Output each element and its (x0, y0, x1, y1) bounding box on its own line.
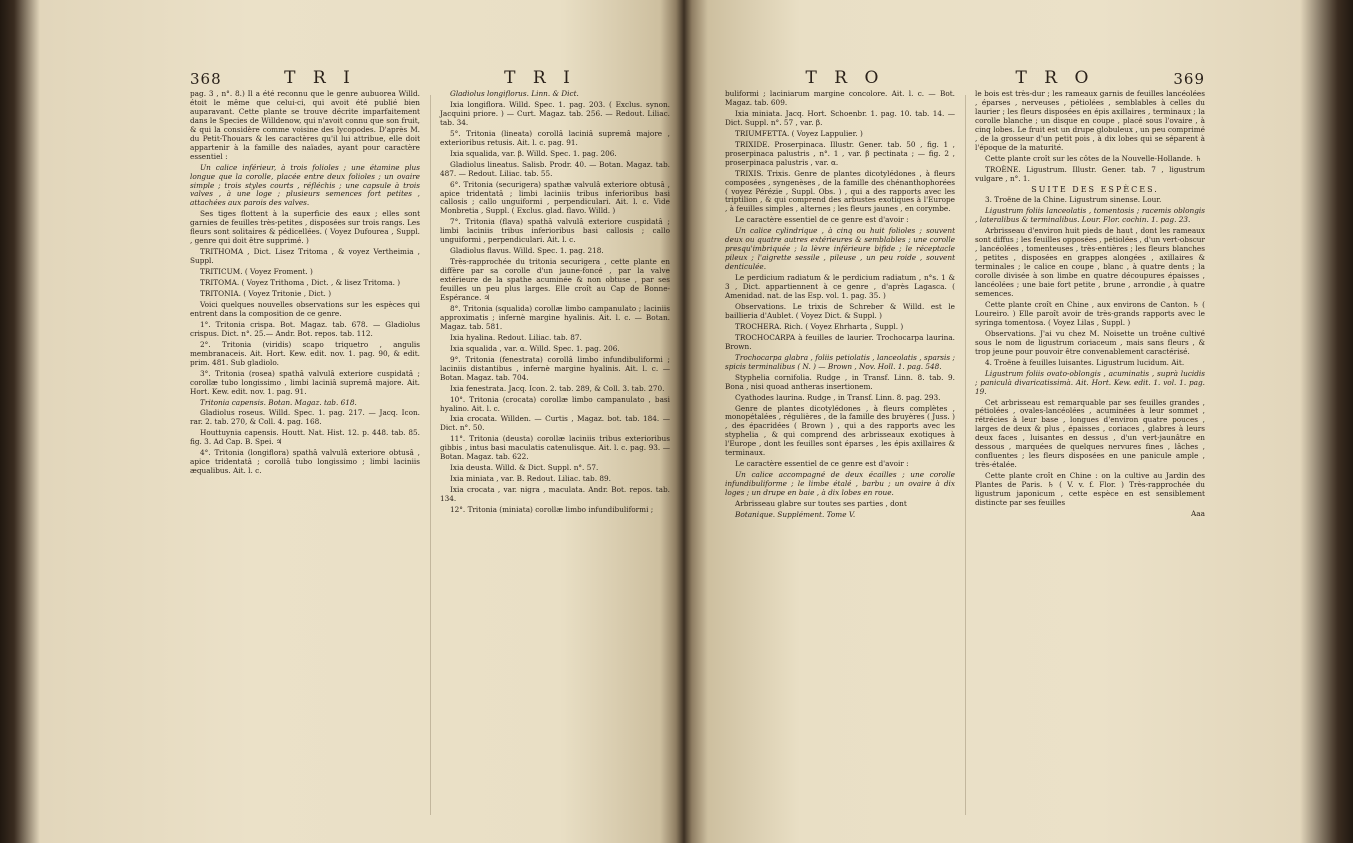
species: 1°. Tritonia crispa. Bot. Magaz. tab. 678. — Gladiolus crispus. Dict. n°. 25.— Andr. Bot. repos. tab. 112. (190, 319, 420, 338)
entry: TROCHOCARPA à feuilles de laurier. Trochocarpa laurina. Brown. (725, 332, 955, 351)
synonym: Ixia miniata. Jacq. Hort. Schoenbr. 1. pag. 10. tab. 14. — Dict. Suppl. n°. 57 , var. β. (725, 108, 955, 127)
species: Ligustrum foliis lanceolatis , tomentosis ; racemis oblongis , lateralibus & terminalibus. Lour. Flor. cochin. 1. pag. 23. (975, 206, 1205, 225)
running-head: T R O (1015, 68, 1095, 88)
text-column (190, 90, 420, 478)
synonym: Ixia crocata. Willden. — Curtis , Magaz. bot. tab. 184. — Dict. n°. 50. (440, 414, 670, 433)
synonym: Styphelia cornifolia. Rudge , in Transf. Linn. 8. tab. 9. Bona , nisi quoad antheras insertionem. (725, 372, 955, 391)
synonym: Cyathodes laurina. Rudge , in Transf. Linn. 8. pag. 293. (735, 392, 941, 402)
entry: TRITOMA. ( Voyez Trithoma , Dict. , & lisez Tritoma. ) (200, 278, 401, 288)
species: 11°. Tritonia (deusta) corollæ laciniis tribus exterioribus gibbis , intus basi maculatis catenulisque. Ait. l. c. pag. 93. — Botan. Magaz. tab. 622. (440, 434, 670, 462)
paragraph: Le caractère essentiel de ce genre est d'avoir : (735, 215, 909, 225)
column-divider (965, 95, 966, 815)
paragraph: Très-rapprochée du tritonia securigera , cette plante en diffère par sa corolle d'un jaune-foncé , par la valve extérieure de la spathe acuminée & non obtuse , par ses feuilles un peu plus larges. Elle croît au Cap de Bonne-Espérance. ♃ (440, 257, 670, 303)
paragraph: Cet arbrisseau est remarquable par ses feuilles grandes , pétiolées , ovales-lancéolées , acuminées à leur sommet , rétrécies à leur base , longues d'environ quatre pouces , larges de deux & plus , épaisses , coriaces , glabres à leurs deux faces , luisantes en dessus , d'un vert-jaunâtre en dessous , marquées de quelques nervures fines , lâches , confluentes ; les fleurs disposées en une panicule ample , très-étalée. (975, 397, 1205, 470)
paragraph: Arbrisseau d'environ huit pieds de haut , dont les rameaux sont diffus ; les feuilles opposées , pétiolées , d'un vert-obscur , lancéolées , tomenteuses , très-entières ; les fleurs blanches , petites , disposées en grappes alongées , axillaires & terminales ; le calice en coupe , blanc , à quatre dents ; la corolle divisée à son limbe en quatre découpures épaisses , lancéolées ; une baie fort petite , brune , arrondie , à quatre semences. (975, 226, 1205, 299)
entry: TROCHERA. Rich. ( Voyez Ehrharta , Suppl. ) (735, 321, 904, 331)
synonym: Ixia miniata , var. B. Redout. Liliac. tab. 89. (450, 474, 611, 484)
synonym: Gladiolus lineatus. Salisb. Prodr. 40. — Botan. Magaz. tab. 487. — Redout. Liliac. tab. 55. (440, 159, 670, 178)
species: 7°. Tritonia (flava) spathâ valvulâ exteriore cuspidatâ ; limbi laciniis tribus inferioribus basi callosis ; callo unguiformi , perpendiculari. Ait. l. c. (440, 217, 670, 245)
synonym: Ixia fenestrata. Jacq. Icon. 2. tab. 289, & Coll. 3. tab. 270. (450, 383, 665, 393)
paragraph: buliformi ; laciniarum margine concolore. Ait. l. c. — Bot. Magaz. tab. 609. (725, 89, 955, 107)
paragraph: Le caractère essentiel de ce genre est d'avoir : (735, 459, 909, 469)
species: 5°. Tritonia (lineata) corollâ laciniâ supremâ majore , exterioribus retusis. Ait. l. c. pag. 91. (440, 128, 670, 147)
species: 12°. Tritonia (miniata) corollæ limbo infundibuliformi ; (450, 505, 654, 515)
right-page (725, 0, 1205, 843)
synonym: Ixia squalida, var. β. Willd. Spec. 1. pag. 206. (450, 148, 617, 158)
synonym: Ixia crocata , var. nigra , maculata. Andr. Bot. repos. tab. 134. (440, 485, 670, 504)
synonym: Ixia longiflora. Willd. Spec. 1. pag. 203. ( Exclus. synon. Jacquini priore. ) — Curt. Magaz. tab. 256. — Redout. Liliac. tab. 34. (440, 99, 670, 127)
species: 4. Troëne à feuilles luisantes. Ligustrum lucidum. Ait. (985, 357, 1185, 367)
synonym: Gladiolus roseus. Willd. Spec. 1. pag. 217. — Jacq. Icon. rar. 2. tab. 270, & Coll. 4. pag. 168. (190, 408, 420, 427)
paragraph: Cette plante croît en Chine , aux environs de Canton. ♄ ( Loureiro. ) Elle paroît avoir de très-grands rapports avec le syringa tomentosa. ( Voyez Lilas , Suppl. ) (975, 299, 1205, 327)
entry: TRIXIS. Trixis. Genre de plantes dicotylédones , à fleurs composées , syngenèses , de la famille des chénanthophorées ( voyez Pérézie , Suppl. Obs. ) , qui a des rapports avec les triptilion , & qui comprend des arbustes exotiques à l'Europe , à feuilles simples , alternes ; les fleurs jaunes , en corymbe. (725, 168, 955, 214)
entry: TRITICUM. ( Voyez Froment. ) (200, 267, 313, 277)
text-column (440, 90, 670, 517)
species: Ligustrum foliis ovato-oblongis , acuminatis , suprà lucidis ; paniculà divaricatissimà. Ait. Hort. Kew. edit. 1. vol. 1. pag. 19. (975, 368, 1205, 396)
synonym: Ixia hyalina. Redout. Liliac. tab. 87. (450, 332, 582, 342)
signature-mark: Aaa (1191, 508, 1205, 518)
synonym: Ixia deusta. Willd. & Dict. Suppl. n°. 57. (450, 463, 599, 473)
species: 4°. Tritonia (longiflora) spathâ valvulâ exteriore obtusâ , apice tridentatâ ; corollâ tubo longissimo ; limbi laciniis æqualibus. Ait. l. c. (190, 448, 420, 476)
entry: TRIXIDE. Proserpinaca. Illustr. Gener. tab. 50 , fig. 1 , proserpinaca palustris , n°. 1 , var. β pectinata ; — fig. 2 , proserpinaca palustris , var. α. (725, 139, 955, 167)
species: Trochocarpa glabra , foliis petiolatis , lanceolatis , sparsis ; spicis terminalibus ( N. ) — Brown , Nov. Holl. 1. pag. 548. (725, 352, 955, 371)
synonym: Tritonia capensis. Botan. Magaz. tab. 618. (200, 397, 357, 407)
left-page (190, 0, 670, 843)
entry: TRIUMFETTA. ( Voyez Lappulier. ) (735, 128, 863, 138)
entry: TRITONIA. ( Voyez Tritonie , Dict. ) (200, 289, 332, 299)
text-column (975, 90, 1205, 521)
paragraph: Un calice inférieur, à trois folioles ; une étamine plus longue que la corolle, placée entre deux folioles ; un ovaire simple ; trois styles courts , réfléchis ; une capsule à trois valves , à une loge ; plusieurs semences fort petites , attachées aux parois des valves. (190, 162, 420, 208)
synonym: Gladiolus longiflorus. Linn. & Dict. (450, 89, 579, 98)
running-head: T R I (504, 68, 576, 88)
species: 2°. Tritonia (viridis) scapo triquetro , angulis membranaceis. Ait. Hort. Kew. edit. nov. 1. pag. 90, & edit. prim. 481. Sub gladiolo. (190, 339, 420, 367)
species: 3°. Tritonia (rosea) spathâ valvulâ exteriore cuspidatâ ; corollæ tubo longissimo , limbi laciniâ supremâ majore. Ait. Hort. Kew. edit. nov. 1. pag. 91. (190, 368, 420, 396)
paragraph: Un calice cylindrique , à cinq ou huit folioles ; souvent deux ou quatre autres extérieures & semblables ; une corolle presqu'imbriquée ; la lèvre inférieure bifide ; le réceptacle pileux ; l'aigrette sessile , pileuse , un peu roide , souvent denticulée. (725, 226, 955, 272)
paragraph: Ses tiges flottent à la superficie des eaux ; elles sont garnies de feuilles très-petites , disposées sur trois rangs. Les fleurs sont solitaires & pédicellées. ( Voyez Dufourea , Suppl. , genre qui doit être supprimé. ) (190, 209, 420, 246)
synonym: Ixia squalida , var. α. Willd. Spec. 1. pag. 206. (450, 343, 620, 353)
synonym: Gladiolus flavus. Willd. Spec. 1. pag. 218. (450, 246, 604, 256)
running-head: T R O (805, 68, 885, 88)
running-head: T R I (284, 68, 356, 88)
paragraph: Genre de plantes dicotylédones , à fleurs complètes , monopétalées , régulières , de la famille des bruyères ( Juss. ) , des épacridées ( Brown ) , qui a des rapports avec les styphelia , & qui comprend des arbrisseaux exotiques à l'Europe , dont les feuilles sont éparses , les épis axillaires & terminaux. (725, 403, 955, 458)
column-divider (430, 95, 431, 815)
paragraph: Le perdicium radiatum & le perdicium radiatum , n°s. 1 & 3 , Dict. appartiennent à ce genre , d'après Lagasca. ( Amenidad. nat. de las Esp. vol. 1. pag. 35. ) (725, 273, 955, 301)
species: 6°. Tritonia (securigera) spathæ valvulâ exteriore obtusâ , apice tridentatâ ; limbi laciniis tribus inferioribus basi callosis ; callo unguiformi , perpendiculari. Ait. l. c. Vide Monbretia , Suppl. ( Exclus. glad. flavo. Willd. ) (440, 179, 670, 216)
paragraph: Voici quelques nouvelles observations sur les espèces qui entrent dans la composition de ce genre. (190, 299, 420, 318)
text-column (725, 90, 955, 522)
section-heading: SUITE DES ESPÈCES. (1031, 184, 1159, 194)
species: 3. Troëne de la Chine. Ligustrum sinense. Lour. (985, 195, 1162, 205)
paragraph: Un calice accompagné de deux écailles ; une corolle infundibuliforme ; le limbe étalé , barbu ; un ovaire à dix loges ; un drupe en baie , à dix lobes en roue. (725, 470, 955, 498)
paragraph: Cette plante croît sur les côtes de la Nouvelle-Hollande. ♄ (985, 153, 1202, 163)
page-number: 369 (1173, 70, 1205, 88)
species: 9°. Tritonia (fenestrata) corollâ limbo infundibuliformi ; laciniis distantibus , infernè margine hyalinis. Ait. l. c. — Botan. Magaz. tab. 704. (440, 354, 670, 382)
paragraph: pag. 3 , n°. 8.) Il a été reconnu que le genre aubuorea Willd. étoit le même que celui-ci, qui avoit été publié bien auparavant. Cette plante se trouve décrite imparfaitement dans le Species de Willdenow, qui n'avoit connu que son fruit, & qui la considère comme voisine des lycopodes. D'après M. du Petit-Thouars & les caractères qu'il lui attribue, elle doit appartenir à la famille des naïades, ayant pour caractère essentiel : (190, 89, 420, 161)
paragraph: Arbrisseau glabre sur toutes ses parties , dont (735, 499, 907, 509)
entry: TRITHOMA , Dict. Lisez Tritoma , & voyez Vertheimia , Suppl. (190, 247, 420, 266)
paragraph: le bois est très-dur ; les rameaux garnis de feuilles lancéolées , éparses , nerveuses , pétiolées , semblables à celles du laurier ; les fleurs disposées en épis axillaires , terminaux ; la corolle blanche ; un disque en coupe , placé sous l'ovaire , à cinq lobes. Le fruit est un drupe globuleux , un peu comprimé , de la grosseur d'un petit pois , à dix lobes qui se séparent à l'époque de la maturité. (975, 89, 1205, 152)
volume-signature: Botanique. Supplément. Tome V. (735, 509, 856, 519)
synonym: Houttuynia capensis. Houtt. Nat. Hist. 12. p. 448. tab. 85. fig. 3. Ad Cap. B. Spei. ♃ (190, 428, 420, 447)
paragraph: Observations. J'ai vu chez M. Noisette un troëne cultivé sous le nom de ligustrum coriaceum , mais sans fleurs , & trop jeune pour pouvoir être convenablement caractérisé. (975, 328, 1205, 356)
entry: TROÈNE. Ligustrum. Illustr. Gener. tab. 7 , ligustrum vulgare , n°. 1. (975, 164, 1205, 183)
species: 8°. Tritonia (squalida) corollæ limbo campanulato ; laciniis approximatis ; infernè margine hyalinis. Ait. l. c. — Botan. Magaz. tab. 581. (440, 303, 670, 331)
species: 10°. Tritonia (crocata) corollæ limbo campanulato , basi hyalino. Ait. l. c. (440, 394, 670, 413)
page-number: 368 (190, 70, 222, 88)
paragraph: Observations. Le trixis de Schreber & Willd. est le baillieria d'Aublet. ( Voyez Dict. & Suppl. ) (725, 301, 955, 320)
paragraph: Cette plante croît en Chine : on la cultive au Jardin des Plantes de Paris. ♄ ( V. v. f. Flor. ) Très-rapprochée du ligustrum japonicum , cette espèce en est sensiblement distincte par ses feuilles (975, 471, 1205, 507)
